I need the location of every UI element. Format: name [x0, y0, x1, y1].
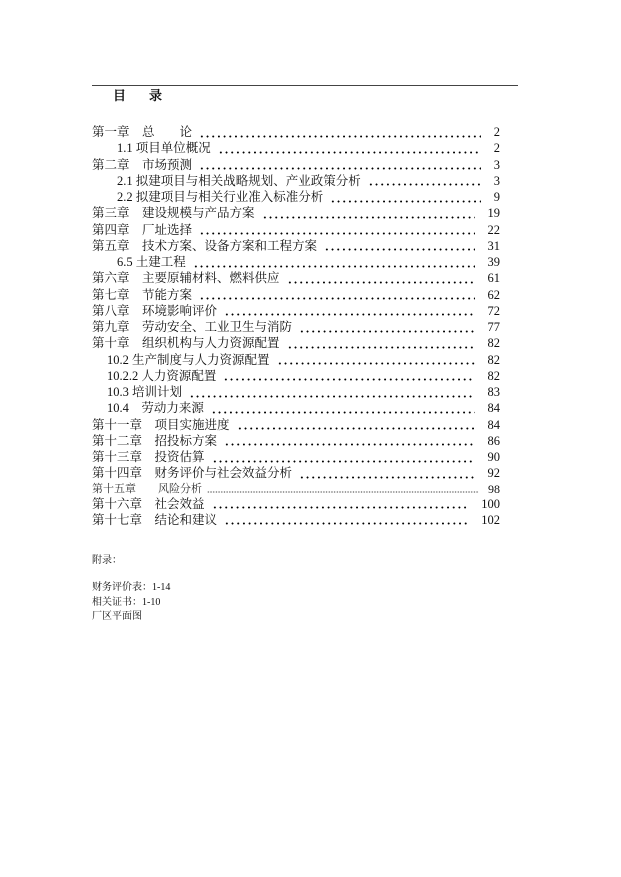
dot-leader — [237, 417, 475, 433]
toc-entry-page: 31 — [487, 238, 500, 253]
dot-leader — [299, 319, 474, 335]
toc-chapter-5[interactable] — [92, 238, 500, 254]
toc-heading: 目 录 — [113, 88, 168, 103]
toc-section-10-2[interactable] — [92, 352, 500, 368]
dot-leader — [207, 482, 479, 496]
toc-entry-page: 82 — [487, 336, 500, 351]
toc-entry-page: 9 — [493, 190, 500, 204]
toc-chapter-15[interactable] — [92, 482, 500, 496]
dot-leader — [199, 124, 481, 140]
toc-entry-title: 第五章 技术方案、设备方案和工程方案 — [92, 238, 318, 253]
toc-entry-page: 72 — [487, 303, 500, 318]
toc-entry-title: 1.1 项目单位概况 — [117, 141, 211, 156]
toc-chapter-3[interactable] — [92, 205, 500, 221]
toc-entry-title: 第八章 环境影响评价 — [92, 303, 218, 318]
dot-leader — [277, 352, 475, 368]
toc-entry-page: 2 — [493, 141, 500, 156]
toc-entry-page: 19 — [487, 206, 500, 221]
dot-leader — [212, 496, 469, 512]
toc-chapter-8[interactable] — [92, 303, 500, 319]
toc-section-1-1[interactable] — [92, 140, 500, 156]
dot-leader — [224, 303, 474, 319]
dot-leader — [199, 287, 474, 303]
toc-entry-title: 第六章 主要原辅材料、燃料供应 — [92, 271, 280, 286]
toc-entry-page: 2 — [493, 125, 500, 139]
dot-leader — [262, 205, 475, 221]
appendix-item-site-plan: 厂区平面图 — [92, 611, 142, 622]
toc-entry-page: 102 — [481, 512, 500, 527]
dot-leader — [299, 465, 474, 481]
toc-entry-page: 3 — [493, 173, 500, 188]
toc-chapter-11[interactable] — [92, 417, 500, 433]
toc-entry-page: 3 — [493, 157, 500, 172]
toc-entry-title: 2.1 拟建项目与相关战略规划、产业政策分析 — [117, 173, 361, 188]
dot-leader — [224, 433, 474, 449]
toc-chapter-7[interactable] — [92, 287, 500, 303]
toc-entry-title: 第十七章 结论和建议 — [92, 512, 218, 527]
table-of-contents — [92, 124, 500, 528]
toc-entry-page: 84 — [487, 401, 500, 416]
toc-entry-page: 82 — [487, 352, 500, 367]
toc-chapter-2[interactable] — [92, 157, 500, 173]
dot-leader — [368, 173, 481, 189]
toc-chapter-4[interactable] — [92, 222, 500, 238]
toc-entry-page: 84 — [487, 417, 500, 432]
toc-entry-title: 第四章 厂址选择 — [92, 222, 193, 237]
toc-entry-page: 83 — [487, 385, 500, 399]
toc-entry-title: 第一章 总 论 — [92, 125, 193, 139]
toc-entry-title: 10.3 培训计划 — [107, 385, 183, 399]
dot-leader — [218, 140, 481, 156]
toc-entry-title: 第十六章 社会效益 — [92, 496, 205, 511]
dot-leader — [193, 254, 475, 270]
toc-chapter-16[interactable] — [92, 496, 500, 512]
toc-section-10-3[interactable] — [92, 384, 500, 400]
toc-section-2-1[interactable] — [92, 173, 500, 189]
toc-chapter-13[interactable] — [92, 449, 500, 465]
toc-chapter-17[interactable] — [92, 512, 500, 528]
toc-entry-title: 第十一章 项目实施进度 — [92, 417, 230, 432]
toc-entry-title: 第七章 节能方案 — [92, 287, 193, 302]
toc-entry-title: 10.4 劳动力来源 — [107, 401, 204, 416]
toc-entry-title: 6.5 土建工程 — [117, 255, 186, 269]
dot-leader — [324, 238, 474, 254]
dot-leader — [224, 512, 468, 528]
appendix-item-financial-tables: 财务评价表：1-14 — [92, 582, 171, 593]
toc-entry-title: 第十五章 风险分析 — [92, 482, 202, 495]
header-rule — [92, 85, 518, 86]
toc-chapter-9[interactable] — [92, 319, 500, 335]
toc-entry-page: 61 — [487, 271, 500, 286]
dot-leader — [211, 400, 475, 416]
toc-chapter-12[interactable] — [92, 433, 500, 449]
toc-chapter-6[interactable] — [92, 270, 500, 286]
dot-leader — [199, 157, 481, 173]
toc-chapter-10[interactable] — [92, 335, 500, 351]
toc-entry-page: 39 — [487, 255, 500, 269]
toc-entry-page: 82 — [487, 368, 500, 383]
dot-leader — [199, 222, 474, 238]
dot-leader — [212, 449, 475, 465]
toc-chapter-14[interactable] — [92, 465, 500, 481]
dot-leader — [330, 189, 480, 205]
toc-chapter-1[interactable] — [92, 124, 500, 140]
toc-entry-page: 92 — [487, 466, 500, 481]
toc-entry-page: 77 — [487, 320, 500, 334]
toc-section-2-2[interactable] — [92, 189, 500, 205]
dot-leader — [189, 384, 474, 400]
toc-entry-title: 第十三章 投资估算 — [92, 450, 205, 464]
dot-leader — [287, 335, 475, 351]
appendix-item-certificates: 相关证书：1-10 — [92, 597, 161, 608]
toc-entry-title: 第二章 市场预测 — [92, 157, 193, 172]
toc-entry-page: 62 — [487, 287, 500, 302]
toc-entry-title: 第十四章 财务评价与社会效益分析 — [92, 466, 293, 481]
toc-entry-page: 86 — [487, 433, 500, 448]
toc-entry-page: 22 — [487, 222, 500, 237]
toc-section-10-2-2[interactable] — [92, 368, 500, 384]
toc-entry-page: 98 — [488, 481, 500, 496]
toc-entry-title: 第十二章 招投标方案 — [92, 433, 218, 448]
toc-entry-title: 第九章 劳动安全、工业卫生与消防 — [92, 320, 293, 334]
toc-entry-title: 第三章 建设规模与产品方案 — [92, 206, 255, 221]
toc-entry-title: 第十章 组织机构与人力资源配置 — [92, 336, 280, 351]
toc-entry-title: 2.2 拟建项目与相关行业准入标准分析 — [117, 190, 324, 204]
appendix-heading: 附录： — [92, 555, 122, 566]
toc-entry-page: 90 — [487, 450, 500, 464]
dot-leader — [287, 270, 475, 286]
toc-section-6-5[interactable] — [92, 254, 500, 270]
toc-entry-title: 10.2 生产制度与人力资源配置 — [107, 352, 270, 367]
toc-entry-title: 10.2.2 人力资源配置 — [107, 368, 217, 383]
toc-section-10-4[interactable] — [92, 400, 500, 416]
toc-entry-page: 100 — [481, 496, 500, 511]
dot-leader — [223, 368, 474, 384]
